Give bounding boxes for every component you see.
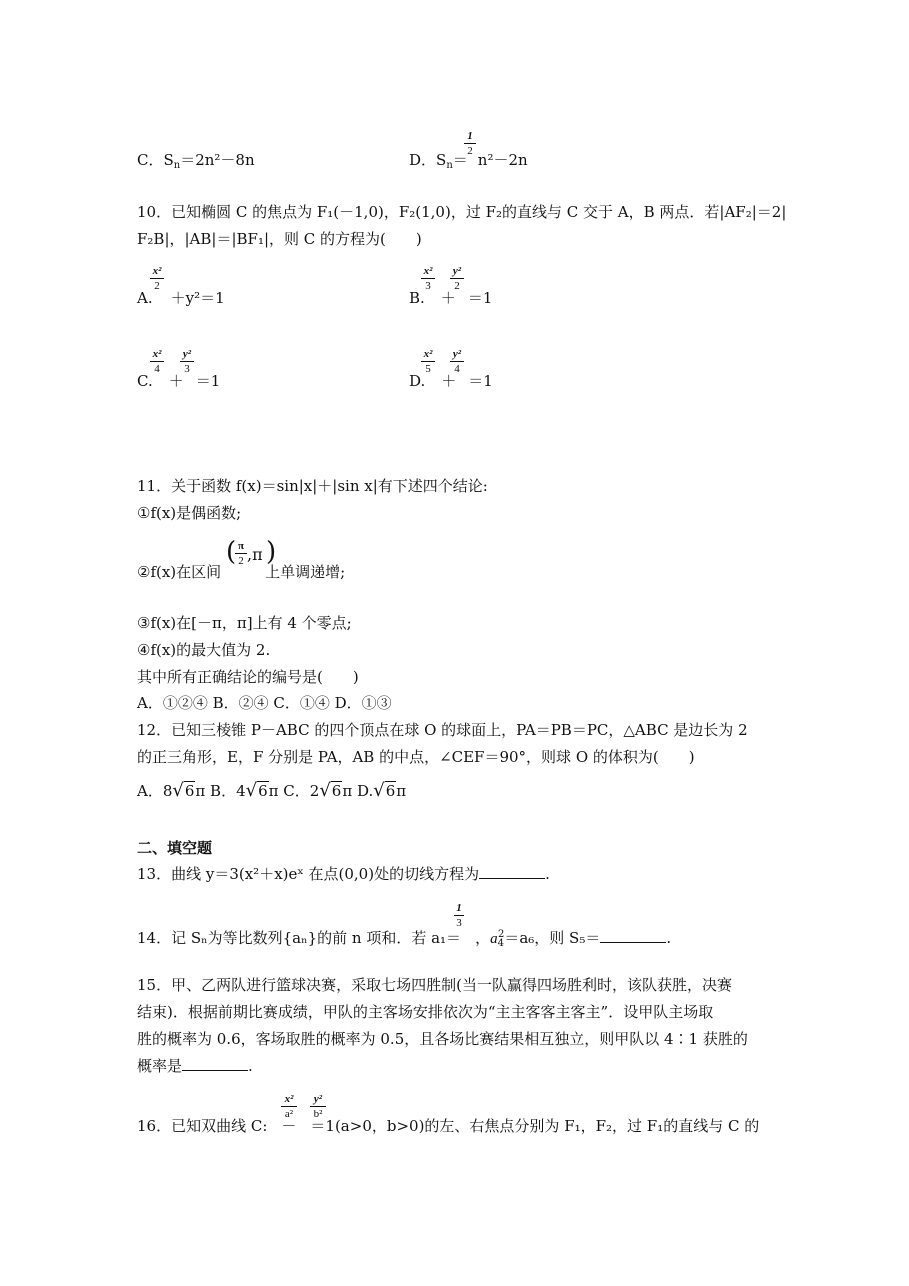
q10-option-c-label: C. (137, 372, 153, 390)
q9-option-c: C．$S_n=2n^2-8n$ (137, 151, 255, 171)
q12-stem-line2: 的正三角形，E，F 分别是 PA，AB 的中点，∠CEF＝90°，则球 O 的体积为( ) (137, 748, 695, 766)
q9-option-c-label: C．S (137, 151, 174, 169)
q10-option-a-label: A. (137, 289, 153, 307)
q10-option-d-label: D. (409, 372, 426, 390)
q10-stem-line1: 10．已知椭圆 C 的焦点为 F₁(－1,0)，F₂(1,0)，过 F₂的直线与 C 交于 A，B 两点．若|AF₂|＝2| (137, 203, 787, 221)
q11-interval-close-paren: ) (266, 537, 277, 567)
q11-conclusion-2-text: ②f(x)在区间 (137, 563, 222, 581)
q10-option-d-expression: ＝1 (468, 372, 493, 390)
q11-options: A．①②④ B．②④ C．①④ D．①③ (137, 694, 392, 712)
q9-option-d-expression: n²－2n (477, 151, 528, 169)
q11-interval-pi: ,π (247, 545, 263, 564)
q10-option-a (137, 288, 225, 308)
q16-fraction2: y² b² (310, 1093, 326, 1120)
q15-line4: 概率是 . (137, 1057, 253, 1075)
q15-answer-blank[interactable] (182, 1056, 248, 1071)
q11-interval-fraction: π 2 (235, 540, 247, 567)
q14-fraction: 1 3 (454, 902, 464, 929)
q11-question: 其中所有正确结论的编号是( ) (137, 668, 359, 686)
q16-fraction1: x² a² (281, 1093, 297, 1120)
section-heading-fill-in: 二、填空题 (137, 839, 213, 857)
q10-option-c: C. ＋ ＝1 (137, 372, 221, 390)
q11-stem: 11．关于函数 f(x)＝sin|x|＋|sin x|有下述四个结论: (137, 477, 488, 495)
q15-line1: 15．甲、乙两队进行篮球决赛，采取七场四胜制(当一队赢得四场胜利时，该队获胜，决赛 (137, 976, 732, 994)
q10-c-fraction1: x² 4 (150, 348, 164, 375)
q10-stem-line2: F₂B|，|AB|＝|BF₁|，则 C 的方程为( ) (137, 230, 422, 248)
q13: 13．曲线 y＝3(x²＋x)eˣ 在点(0,0)处的切线方程为 . (137, 865, 550, 883)
q15-line3: 胜的概率为 0.6，客场取胜的概率为 0.5，且各场比赛结果相互独立，则甲队以 4∶1 获胜的 (137, 1030, 748, 1048)
q16: 16．已知双曲线 C: － ＝1(a>0，b>0)的左、右焦点分别为 F₁，F₂，过 F₁的直线与 C 的 (137, 1117, 760, 1135)
q11-interval-open-paren: ( (226, 537, 237, 567)
q9-option-d-label: D．S (409, 151, 447, 169)
q15-line2: 结束)．根据前期比赛成绩，甲队的主客场安排依次为“主主客客主客主”．设甲队主场取 (137, 1003, 714, 1021)
q16-text: 16．已知双曲线 C: (137, 1117, 268, 1135)
q11-conclusion-1: ①f(x)是偶函数; (137, 504, 242, 522)
q10-option-b-label: B. (409, 289, 425, 307)
q10-b-fraction2: y² 2 (450, 265, 464, 292)
q11-conclusion-4: ④f(x)的最大值为 2. (137, 641, 271, 659)
q14: 14．记 Sₙ为等比数列{aₙ}的前 n 项和．若 a₁＝ ，$a_4^2=a_6$，则 S₅＝ . (137, 929, 672, 949)
q11-conclusion-3: ③f(x)在[－π，π]上有 4 个零点; (137, 614, 352, 632)
q10-a-fraction: x² 2 (150, 265, 164, 292)
q10-c-fraction2: y² 3 (180, 348, 194, 375)
q10-option-b-expression: ＝1 (467, 289, 493, 307)
q9-option-c-expression: ＝2n²－8n (180, 151, 255, 169)
q10-option-b: B. ＋ ＝1 (409, 289, 493, 307)
q10-d-fraction1: x² 5 (421, 348, 435, 375)
q14-text: 14．记 Sₙ为等比数列{aₙ}的前 n 项和．若 a₁＝ (137, 929, 462, 947)
q9-option-d-fraction: 1 2 (464, 130, 476, 157)
q10-b-fraction1: x² 3 (421, 265, 435, 292)
q16-tail: ＝1(a>0，b>0)的左、右焦点分别为 F₁，F₂，过 F₁的直线与 C 的 (310, 1117, 760, 1135)
q12-options: A．8√6π B．4√6π C．2√6π D.√6π (137, 780, 407, 801)
q10-option-c-expression: ＝1 (195, 372, 221, 390)
q15-line4-text: 概率是 (137, 1057, 183, 1075)
q10-option-d: D. ＋ ＝1 (409, 372, 493, 390)
q12-stem-line1: 12．已知三棱锥 P－ABC 的四个顶点在球 O 的球面上，PA＝PB＝PC，△ABC 是边长为 2 (137, 721, 748, 739)
q10-d-fraction2: y² 4 (450, 348, 464, 375)
q13-answer-blank[interactable] (479, 864, 545, 879)
q10-option-a-expression: ＋y²＝1 (170, 289, 225, 307)
q13-text: 13．曲线 y＝3(x²＋x)eˣ 在点(0,0)处的切线方程为 (137, 865, 480, 883)
q9-option-d: D．$S_n= n^2-2n$ (409, 151, 528, 171)
q11-conclusion-2 (137, 562, 345, 582)
q14-answer-blank[interactable] (600, 928, 666, 943)
q11-conclusion-2-tail: 上单调递增; (265, 563, 346, 581)
q14-tail: ＝a₆，则 S₅＝ (504, 929, 601, 947)
